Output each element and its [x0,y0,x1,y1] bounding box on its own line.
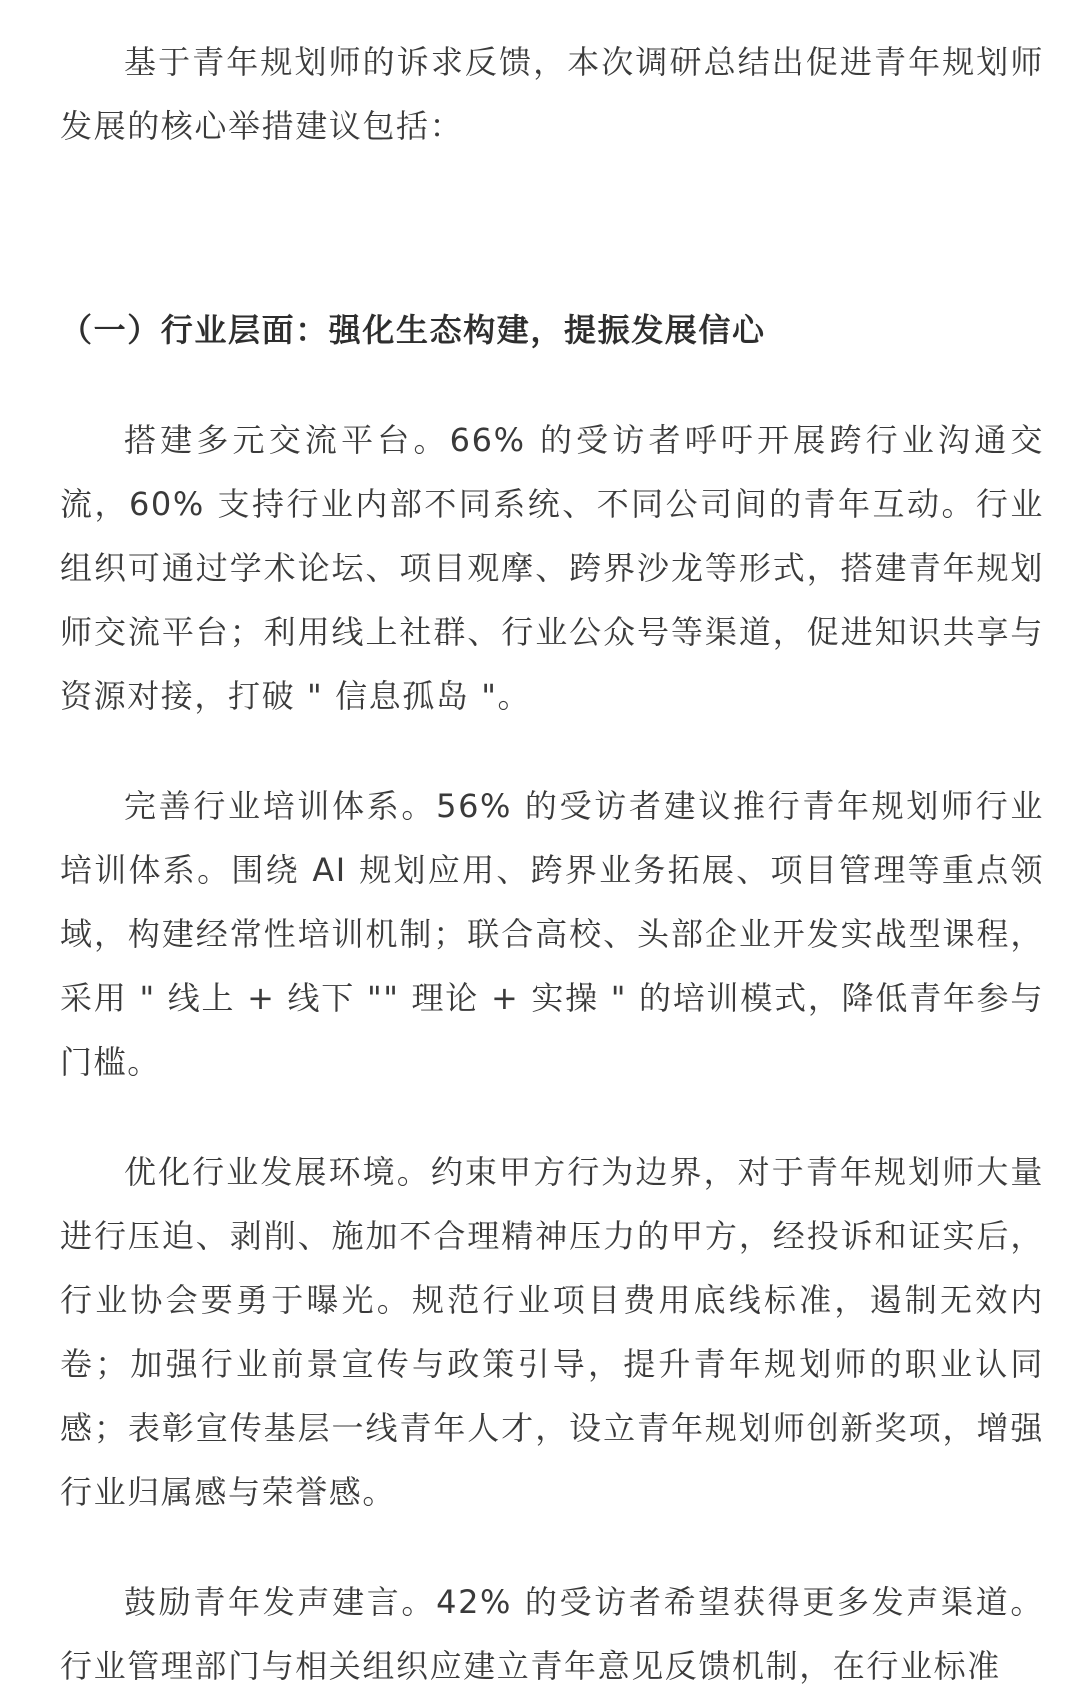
section-heading: （一）行业层面：强化生态构建，提振发展信心 [60,311,766,349]
paragraph-platform: 搭建多元交流平台。66% 的受访者呼吁开展跨行业沟通交流，60% 支持行业内部不同系统、不同公司间的青年互动。行业组织可通过学术论坛、项目观摩、跨界沙龙等形式，搭建青年规划师交流平台；利用线上社群、行业公众号等渠道，促进知识共享与资源对接，打破 " 信息孤岛 "。 [60,421,1044,715]
intro-paragraph: 基于青年规划师的诉求反馈，本次调研总结出促进青年规划师发展的核心举措建议包括： [60,43,1044,145]
paragraph-voice: 鼓励青年发声建言。42% 的受访者希望获得更多发声渠道。行业管理部门与相关组织应建立青年意见反馈机制，在行业标准 [60,1583,1044,1685]
paragraph-training: 完善行业培训体系。56% 的受访者建议推行青年规划师行业培训体系。围绕 AI 规划应用、跨界业务拓展、项目管理等重点领域，构建经常性培训机制；联合高校、头部企业开发实战型课程，采用 " 线上 + 线下 "" 理论 + 实操 " 的培训模式，降低青年参与门槛。 [60,787,1044,1081]
article-body [60,0,1044,1698]
paragraph-environment: 优化行业发展环境。约束甲方行为边界，对于青年规划师大量进行压迫、剥削、施加不合理精神压力的甲方，经投诉和证实后，行业协会要勇于曝光。规范行业项目费用底线标准，遏制无效内卷；加强行业前景宣传与政策引导，提升青年规划师的职业认同感；表彰宣传基层一线青年人才，设立青年规划师创新奖项，增强行业归属感与荣誉感。 [60,1153,1044,1511]
